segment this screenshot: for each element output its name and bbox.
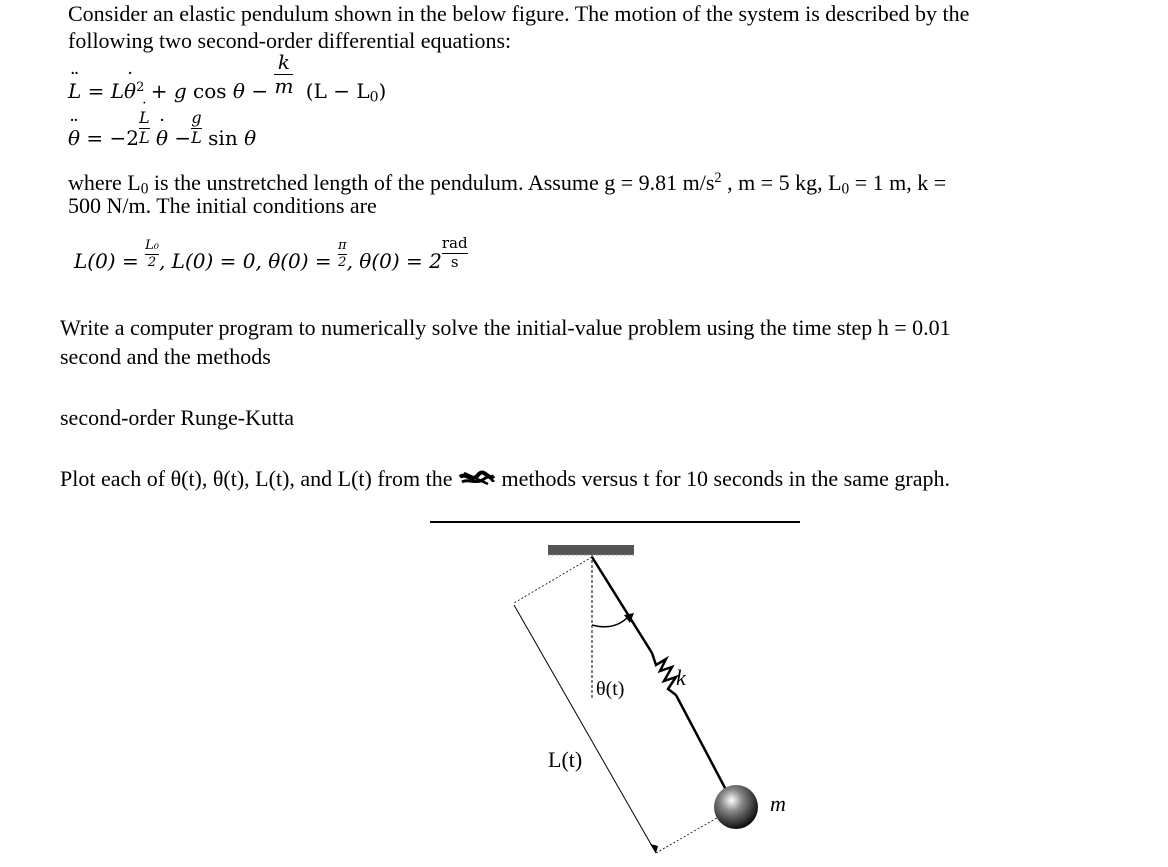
ic-theta-frac (338, 239, 347, 269)
eq1-frac-num: k (277, 50, 290, 74)
ic-theta-den: 2 (338, 254, 347, 270)
eq1-paren: (L − L (305, 79, 370, 103)
eq1-frac-den: m (274, 74, 294, 98)
where-text-b: is the unstretched length of the pendulum. Assume g = 9.81 m/s (148, 169, 715, 195)
initial-conditions (74, 234, 468, 273)
eq1-sub0: 0 (369, 89, 379, 106)
eq2-minus: − (174, 125, 192, 150)
plot-text-b: methods versus t for 10 seconds in the same graph. (501, 466, 950, 491)
ic-L0-den: 2 (147, 254, 157, 270)
eq1-close: ) (378, 79, 387, 103)
ic-L0-frac (145, 239, 159, 269)
where-sub-0: 0 (140, 180, 149, 198)
eq1-equals: = (87, 79, 105, 103)
program-line-1: Write a computer program to numerically solve the initial-value problem using the time step h = 0.01 (60, 315, 951, 340)
eq2-frac2-num: g (191, 108, 202, 127)
plot-instruction (60, 465, 950, 492)
ic-unit-den: s (450, 252, 459, 271)
pendulum-mass (714, 785, 758, 829)
eq1-lhs: L ¨ (68, 79, 81, 103)
eq2-fraction-2 (191, 110, 202, 147)
eq2-equals: = (86, 125, 104, 150)
eq1-square: 2 (136, 79, 145, 95)
angle-arc (592, 617, 628, 627)
plot-text-a: Plot each of θ(t), θ(t), L(t), and L(t) from the (60, 466, 453, 491)
ic-unit-num: rad (441, 234, 468, 252)
eq1-cos: cos (193, 79, 227, 103)
where-line-2: 500 N/m. The initial conditions are (68, 193, 377, 218)
horizontal-divider (430, 521, 800, 523)
spring (652, 653, 676, 695)
eq2-theta: θ (244, 125, 257, 150)
scribble-redaction-icon (458, 469, 496, 489)
program-line-2: second and the methods (60, 344, 271, 369)
eq1-plus: + (150, 79, 168, 103)
eq2-lhs: θ ¨ (68, 126, 80, 150)
ceiling-bar (548, 545, 634, 555)
pendulum-figure (500, 535, 840, 865)
where-sub-0b: 0 (841, 180, 850, 198)
dimension-arrowhead (650, 844, 658, 853)
method-name: second-order Runge-Kutta (60, 405, 294, 430)
pendulum-rod-upper (592, 557, 652, 653)
eq2-coef: −2 (109, 125, 140, 150)
length-label: L(t) (548, 747, 583, 772)
where-text-d: = 1 m, k = (849, 169, 947, 195)
eq1-theta: θ (232, 79, 245, 103)
eq2-sin: sin (208, 125, 238, 150)
eq2-frac1-den: L (139, 127, 150, 147)
equation-2 (68, 108, 257, 150)
theta-label: θ(t) (596, 678, 625, 700)
ic-theta-num: π (338, 238, 347, 254)
ic-L0-lhs: L(0) = (74, 248, 139, 273)
ic-L0-num: L₀ (145, 238, 159, 254)
eq1-term-L: L (110, 79, 125, 103)
where-sup-2: 2 (714, 170, 722, 186)
where-text-c: , m = 5 kg, L (721, 169, 842, 195)
mass-label: m (770, 791, 786, 816)
dimension-extension-top (514, 557, 592, 603)
eq2-frac1-num: L ˙ (139, 110, 150, 127)
ic-unit-frac (442, 236, 468, 271)
eq1-fraction (274, 52, 293, 97)
intro-line-2: following two second-order differential equations: (68, 28, 512, 53)
eq1-term-theta: θ ˙ (124, 79, 136, 103)
eq2-fraction-1 (139, 110, 150, 147)
ic-thetadot-lhs: , θ(0) = 2 (346, 248, 442, 273)
intro-line-1: Consider an elastic pendulum shown in the below figure. The motion of the system is described by the (68, 1, 970, 26)
eq2-theta-dot: θ ˙ (156, 126, 168, 150)
length-dimension-line (514, 605, 656, 853)
spring-constant-label: k (676, 665, 686, 690)
where-text-a: where L (68, 169, 141, 195)
equation-1 (68, 50, 387, 106)
eq1-minus: − (251, 79, 269, 103)
eq2-frac2-den: L (191, 127, 202, 147)
ic-Ldot-lhs: , L(0) = 0, θ(0) = (158, 248, 332, 273)
eq1-g: g (173, 79, 187, 103)
